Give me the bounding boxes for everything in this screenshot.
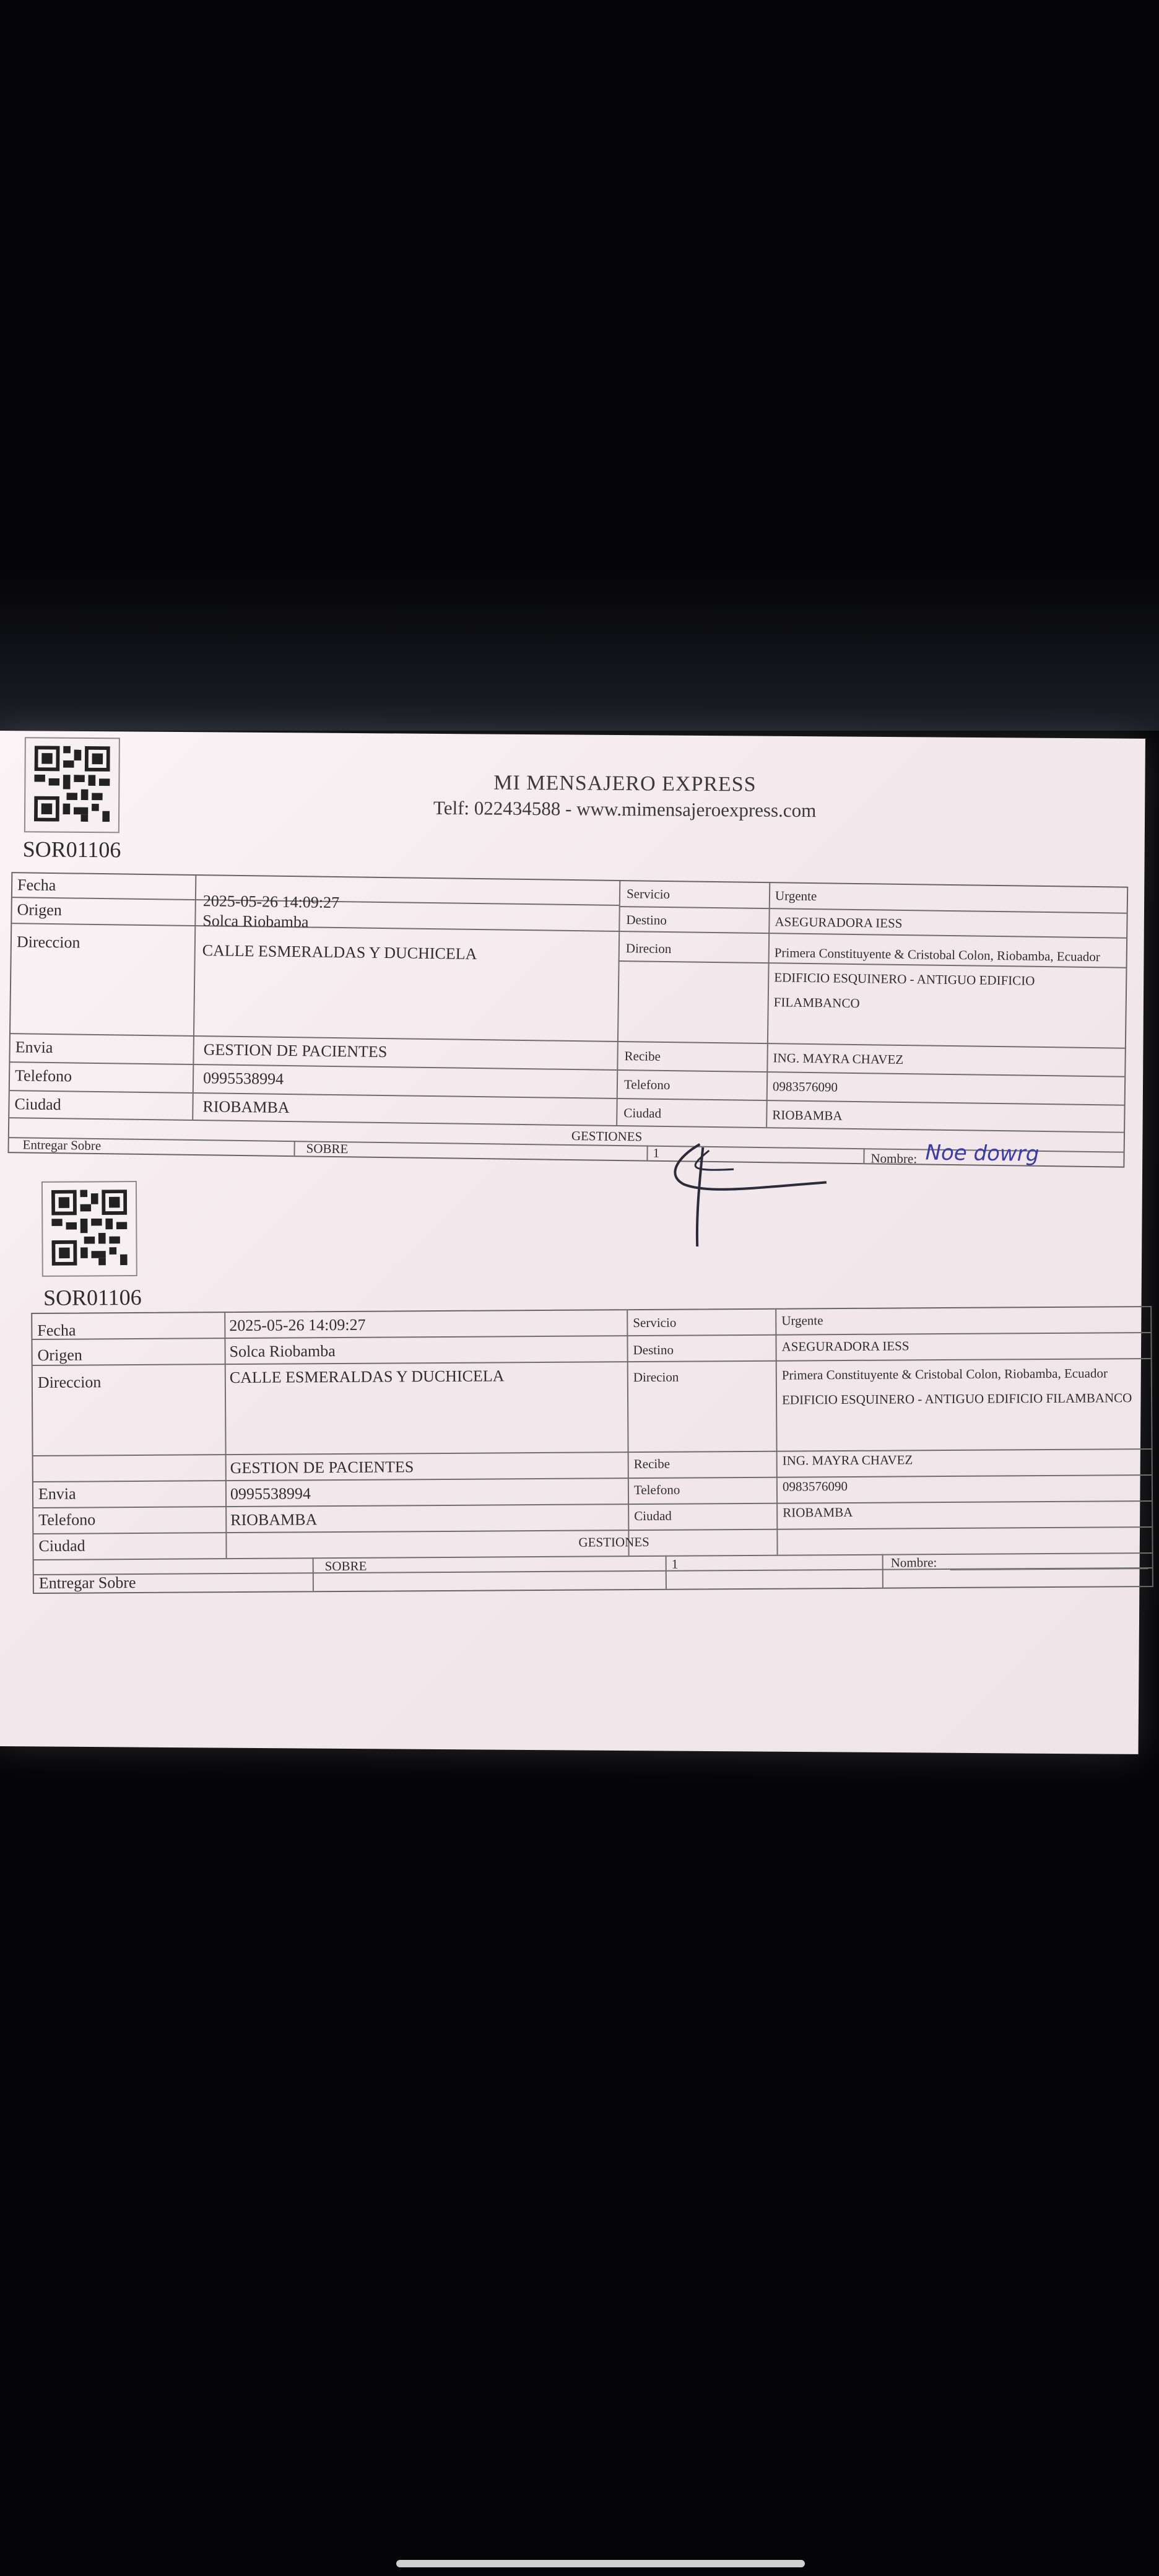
direcion-value: Primera Constituyente & Cristobal Colon, Riobamba, Ecuador EDIFICIO ESQUINERO - ANTIGUO EDIFICIO FILAMBANCO <box>781 1365 1132 1408</box>
direccion-label: Direccion <box>37 1373 102 1391</box>
destino-value: ASEGURADORA IESS <box>781 1338 909 1354</box>
nombre-label: Nombre: <box>870 1151 918 1167</box>
fecha-label: Fecha <box>37 1321 76 1339</box>
ciudad-value: RIOBAMBA <box>202 1097 290 1117</box>
dest-telefono-value: 0983576090 <box>772 1079 838 1095</box>
company-name: MI MENSAJERO EXPRESS <box>493 771 757 796</box>
qr-code-graphic <box>34 746 110 822</box>
background-glow <box>0 570 1159 731</box>
table-rule <box>882 1554 883 1588</box>
direcion-label: Direcion <box>625 941 672 957</box>
qr-code-icon <box>24 737 120 833</box>
slip-code: SOR01106 <box>43 1284 142 1310</box>
destino-label: Destino <box>626 912 667 928</box>
gestion-name: Entregar Sobre <box>38 1573 136 1592</box>
servicio-label: Servicio <box>633 1315 677 1331</box>
delivery-slip-2 <box>15 1176 1159 1592</box>
table-rule <box>666 1556 667 1589</box>
table-rule <box>12 923 1126 939</box>
direcion-value: Primera Constituyente & Cristobal Colon, Riobamba, Ecuador EDIFICIO ESQUINERO - ANTIGUO EDIFICIO FILAMBANCO <box>773 945 1101 1011</box>
fecha-value: 2025-05-26 14:09:27 <box>202 892 340 912</box>
company-header <box>346 770 904 822</box>
gestion-item: SOBRE <box>324 1558 367 1574</box>
table-rule <box>32 1332 1150 1340</box>
gestion-quantity: 1 <box>671 1556 679 1572</box>
recibe-value: ING. MAYRA CHAVEZ <box>782 1452 913 1468</box>
table-rule <box>11 1033 1125 1049</box>
origen-label: Origen <box>17 900 63 920</box>
fecha-label: Fecha <box>17 876 56 895</box>
slip-code: SOR01106 <box>22 837 121 863</box>
ciudad-label: Ciudad <box>14 1095 61 1114</box>
direccion-label: Direccion <box>16 933 80 952</box>
company-contact: Telf: 022434588 - www.mimensajeroexpress.com <box>433 796 817 822</box>
table-rule <box>33 1474 1152 1482</box>
origen-value: Solca Riobamba <box>229 1342 336 1361</box>
envia-label: Envia <box>38 1484 76 1503</box>
destino-label: Destino <box>633 1342 674 1358</box>
servicio-value: Urgente <box>775 888 817 904</box>
origen-label: Origen <box>37 1346 82 1364</box>
recibe-value: ING. MAYRA CHAVEZ <box>773 1050 904 1068</box>
telefono-label: Telefono <box>14 1066 72 1086</box>
table-rule <box>775 1310 778 1555</box>
table-rule <box>33 1500 1152 1508</box>
table-rule <box>224 1313 227 1558</box>
qr-code-icon <box>41 1181 137 1277</box>
table-rule <box>313 1557 314 1591</box>
direcion-label: Direcion <box>633 1369 679 1385</box>
fecha-value: 2025-05-26 14:09:27 <box>229 1315 366 1335</box>
dest-ciudad-value: RIOBAMBA <box>783 1504 853 1520</box>
signature-mark <box>640 1131 839 1256</box>
table-rule <box>619 906 1127 914</box>
telefono-value: 0995538994 <box>202 1069 284 1088</box>
direccion-value: CALLE ESMERALDAS Y DUCHICELA <box>229 1367 505 1387</box>
table-rule <box>192 876 196 1120</box>
table-rule <box>33 1448 1152 1456</box>
origen-value: Solca Riobamba <box>202 912 309 931</box>
telefono-label: Telefono <box>38 1510 96 1529</box>
recibe-label: Recibe <box>633 1456 671 1472</box>
ciudad-label: Ciudad <box>38 1536 85 1555</box>
table-rule <box>34 1552 1152 1560</box>
dest-telefono-label: Telefono <box>623 1077 671 1093</box>
gestion-name: Entregar Sobre <box>22 1137 102 1154</box>
envia-label: Envia <box>15 1038 53 1057</box>
dest-ciudad-label: Ciudad <box>634 1508 672 1524</box>
dest-telefono-value: 0983576090 <box>782 1478 848 1494</box>
envia-value: GESTION DE PACIENTES <box>203 1040 388 1061</box>
gestiones-label: GESTIONES <box>578 1534 649 1550</box>
dest-telefono-label: Telefono <box>633 1482 680 1498</box>
slip-table <box>7 872 1128 1168</box>
home-indicator-bar <box>396 2560 805 2567</box>
qr-code-graphic <box>51 1190 128 1266</box>
delivery-slip-1 <box>0 731 1145 1167</box>
telefono-value: 0995538994 <box>230 1484 311 1503</box>
recipient-name-handwritten: Noe dowrg <box>925 1140 1040 1167</box>
dest-ciudad-label: Ciudad <box>623 1105 662 1121</box>
destino-value: ASEGURADORA IESS <box>775 914 903 931</box>
table-rule <box>33 1526 1152 1534</box>
servicio-value: Urgente <box>781 1313 823 1328</box>
nombre-label: Nombre: <box>890 1555 937 1570</box>
ciudad-value: RIOBAMBA <box>230 1510 318 1530</box>
envia-value: GESTION DE PACIENTES <box>230 1458 414 1477</box>
table-rule <box>627 1310 629 1556</box>
table-rule <box>766 883 770 1127</box>
table-rule <box>9 1117 1124 1133</box>
dest-ciudad-value: RIOBAMBA <box>772 1107 843 1123</box>
servicio-label: Servicio <box>626 886 671 902</box>
table-rule <box>10 1090 1124 1106</box>
slip-table <box>31 1306 1153 1594</box>
delivery-slip-sheet <box>0 731 1145 1754</box>
gestiones-label: GESTIONES <box>571 1128 643 1144</box>
direccion-value: CALLE ESMERALDAS Y DUCHICELA <box>202 941 477 963</box>
gestion-item: SOBRE <box>306 1141 349 1157</box>
gestion-quantity: 1 <box>653 1145 660 1160</box>
table-rule <box>863 1148 864 1163</box>
table-rule <box>34 1567 1152 1575</box>
table-rule <box>293 1141 295 1155</box>
table-rule <box>616 881 620 1125</box>
recibe-label: Recibe <box>624 1048 661 1064</box>
table-rule <box>10 1061 1124 1077</box>
